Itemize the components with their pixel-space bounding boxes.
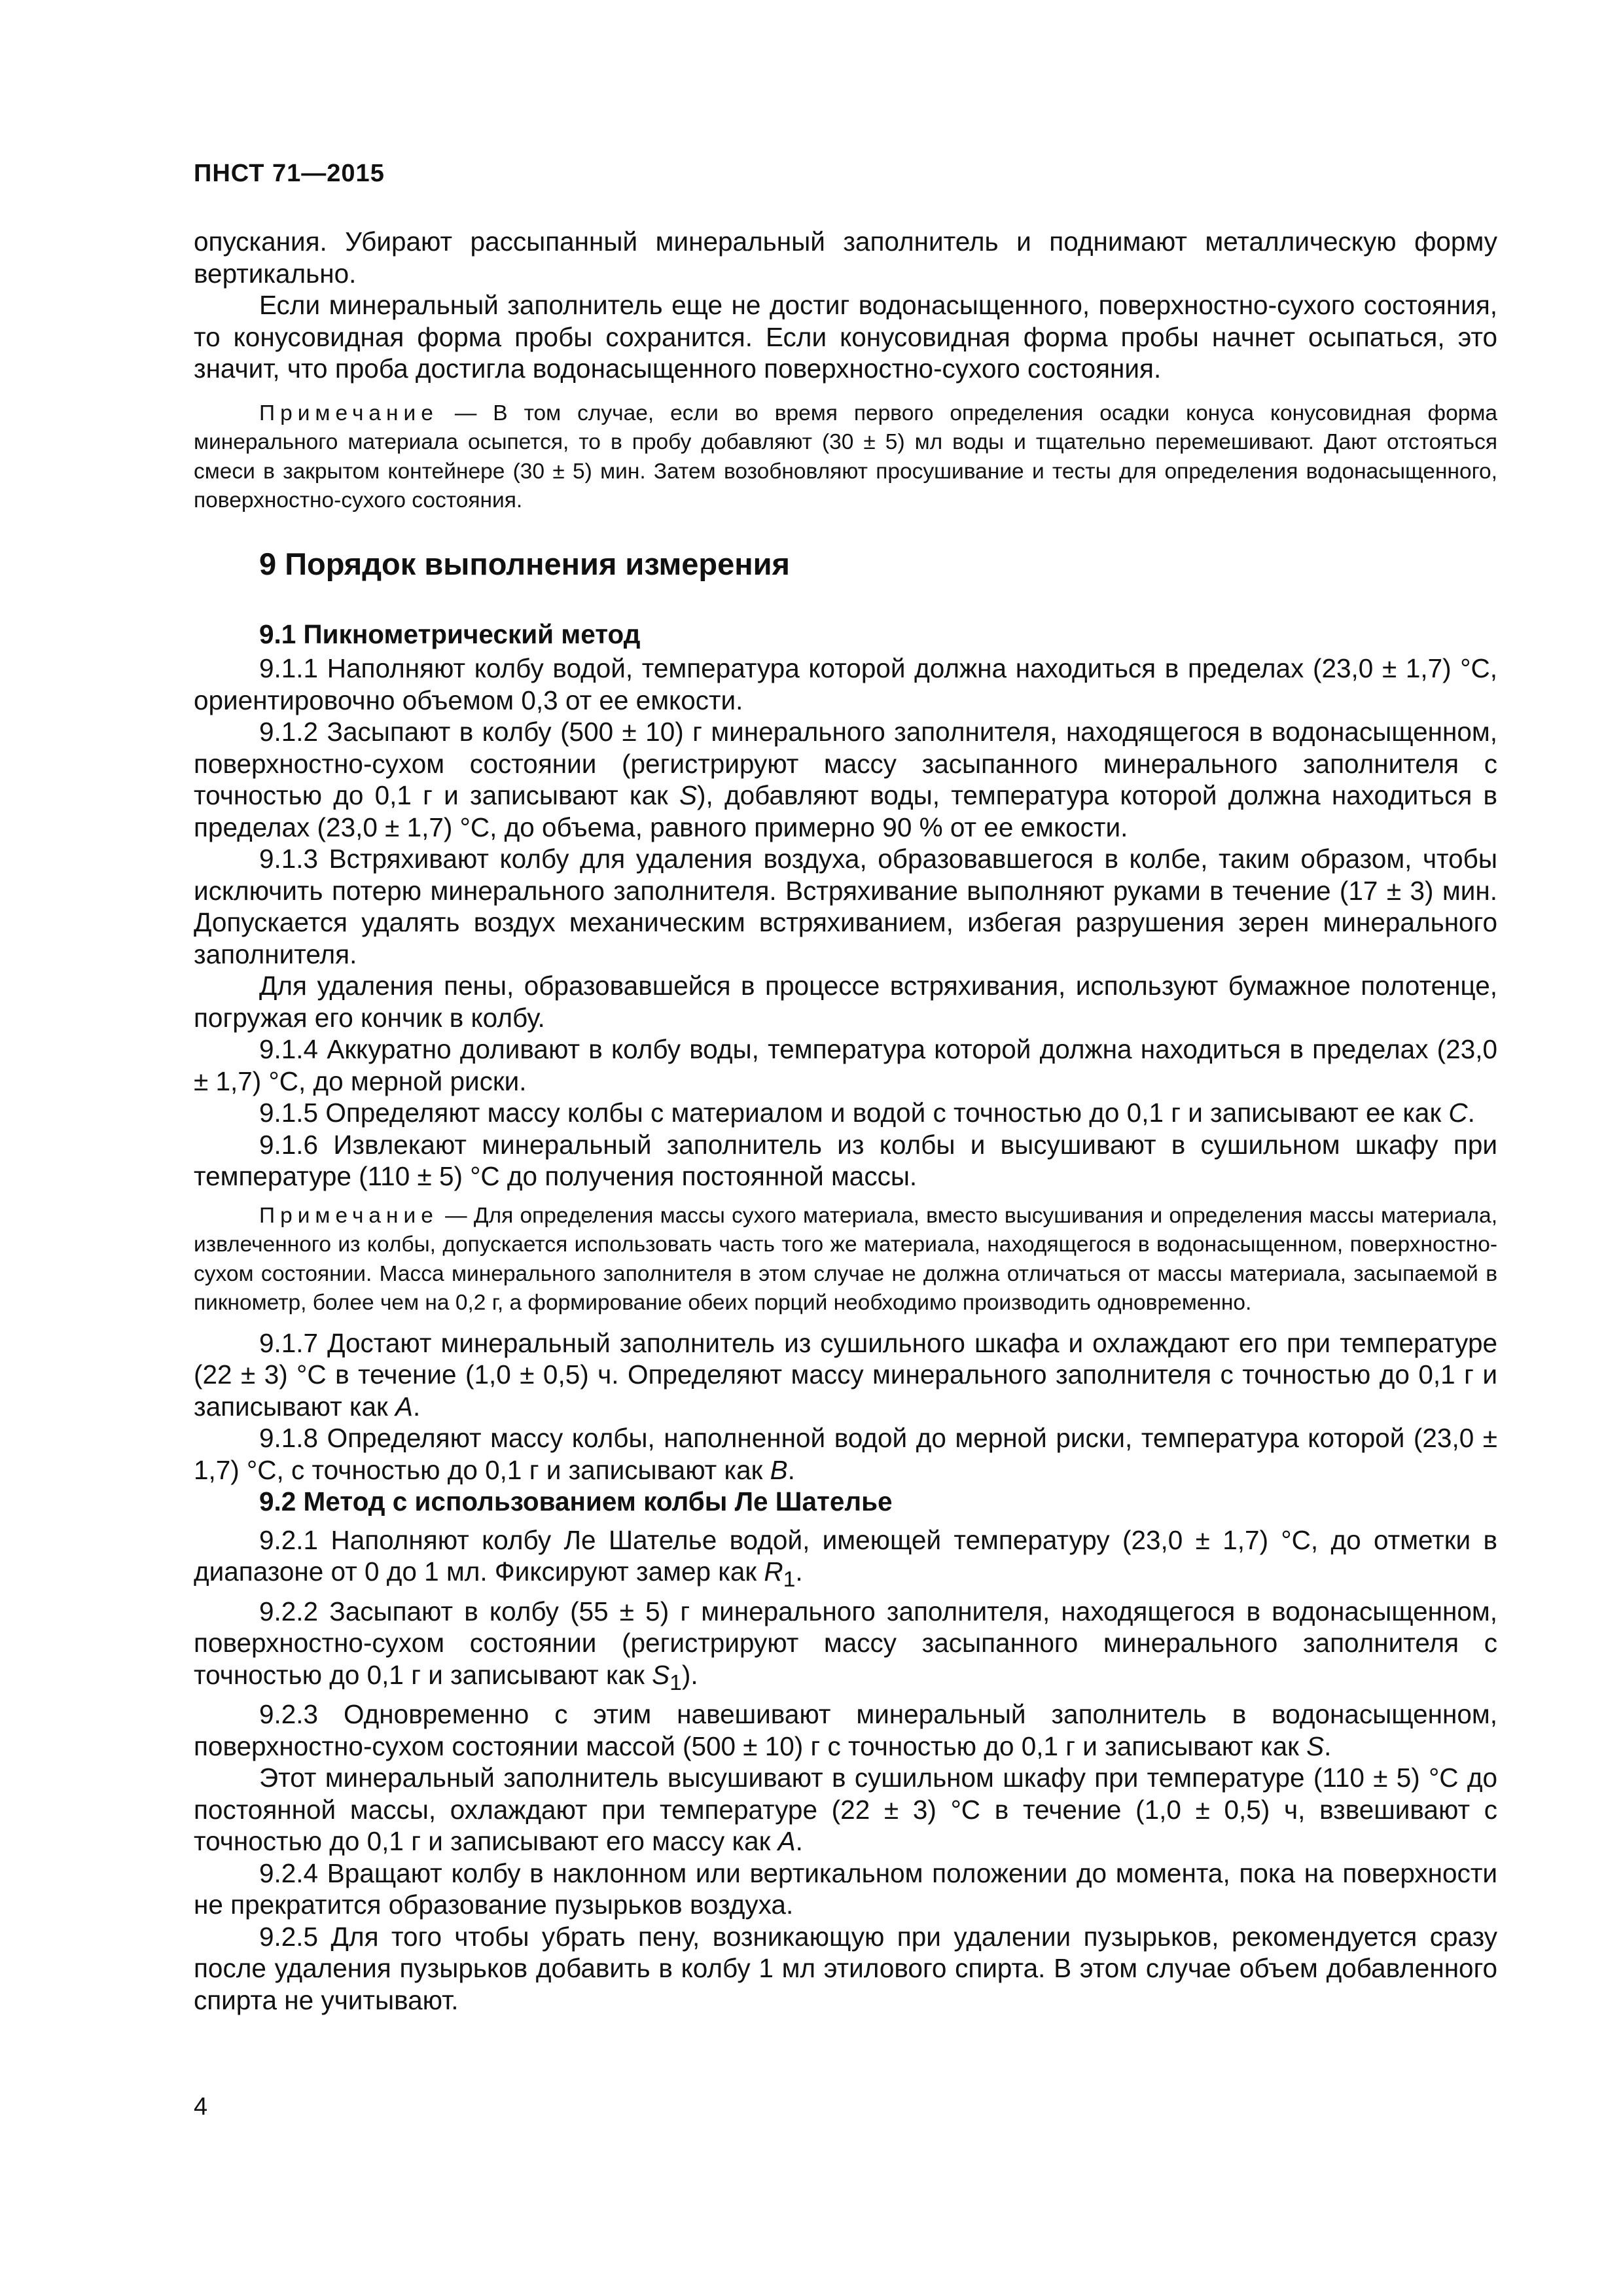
paragraph-9-1-8 <box>194 1422 1497 1486</box>
text-part: 9.2.3 Одновременно с этим навешивают минеральный заполнитель в водонасыщенном, поверхностно-сухом состоянии массой (500 ± 10) г с точностью до 0,1 г и записывают как <box>194 1699 1497 1761</box>
page-number: 4 <box>194 2093 208 2121</box>
variable: S <box>1306 1731 1325 1761</box>
paragraph-9-1-2 <box>194 716 1497 843</box>
variable: А <box>777 1826 796 1857</box>
variable: R <box>764 1556 783 1587</box>
text-part: ), добавляют воды, температура которой должна находиться в пределах (23,0 ± 1,7) °С, до объема, равного примерно 90 % от ее емкости. <box>194 780 1497 842</box>
paragraph-9-1-6: 9.1.6 Извлекают минеральный заполнитель из колбы и высушивают в сушильном шкафу при температуре (110 ± 5) °С до получения постоянной массы. <box>194 1129 1497 1191</box>
text-part: 9.1.2 Засыпают в колбу (500 ± 10) г минерального заполнителя, находящегося в водонасыщенном, поверхностно-сухом состоянии (регистрируют массу засыпанного минерального заполнителя с точностью до 0,1 г и записывают как <box>194 717 1497 810</box>
text-part: 9.2.1 Наполняют колбу Ле Шателье водой, имеющей температуру (23,0 ± 1,7) °С, до отметки в диапазоне от 0 до 1 мл. Фиксируют замер как <box>194 1524 1497 1587</box>
paragraph-drying <box>194 1762 1497 1857</box>
paragraph-9-1-1: 9.1.1 Наполняют колбу водой, температура которой должна находиться в пределах (23,0 ± 1,7) °С, ориентировочно объемом 0,3 от ее емкости. <box>194 653 1497 715</box>
paragraph-9-2-2 <box>194 1596 1497 1699</box>
text-part: . <box>787 1454 795 1485</box>
text-part: . <box>1467 1098 1475 1128</box>
text-part: . <box>1324 1731 1332 1761</box>
note-1-text: — В том случае, если во время первого определения осадки конуса конусовидная форма минерального материала осыпется, то в пробу добавляют (30 ± 5) мл воды и тщательно перемешивают. Дают отстояться смеси в закрытом контейнере (30 ± 5) мин. Затем возобновляют просушивание и тесты для определения водонасыщенного, поверхностно-сухого состояния. <box>194 401 1497 512</box>
subsection-9-2-heading: 9.2 Метод с использованием колбы Ле Шателье <box>259 1486 893 1516</box>
page-content <box>194 226 1497 2016</box>
paragraph-9-2-1 <box>194 1524 1497 1596</box>
section-9-heading: 9 Порядок выполнения измерения <box>259 546 790 581</box>
note-2-text: — Для определения массы сухого материала, вместо высушивания и определения массы материала, извлеченного из колбы, допускается использовать часть того же материала, находящегося в водонасыщенном, поверхностно-сухом состоянии. Масса минерального заполнителя в этом случае не должна отличаться от массы материала, засыпаемой в пикнометр, более чем на 0,2 г, а формирование обеих порций необходимо производить одновременно. <box>194 1203 1497 1315</box>
document-header: ПНСТ 71—2015 <box>194 160 385 187</box>
text-part: 9.1.8 Определяют массу колбы, наполненной водой до мерной риски, температура которой (23,0 ± 1,7) °С, с точностью до 0,1 г и записывают как <box>194 1423 1497 1485</box>
paragraph-cone-shape: Если минеральный заполнитель еще не достиг водонасыщенного, поверхностно-сухого состояния, то конусовидная форма пробы сохранится. Если конусовидная форма пробы начнет осыпаться, это значит, что проба достигла водонасыщенного поверхностно-сухого состояния. <box>194 290 1497 384</box>
text-part: . <box>795 1556 803 1587</box>
note-label: Примечание <box>259 401 438 425</box>
variable: С <box>1448 1098 1468 1128</box>
paragraph-9-1-7 <box>194 1327 1497 1423</box>
variable: S <box>652 1659 670 1690</box>
paragraph-9-1-4: 9.1.4 Аккуратно доливают в колбу воды, температура которой должна находиться в пределах (23,0 ± 1,7) °С, до мерной риски. <box>194 1034 1497 1096</box>
text-part: Этот минеральный заполнитель высушивают в сушильном шкафу при температуре (110 ± 5) °С до постоянной массы, охлаждают при температуре (22 ± 3) °С в течение (1,0 ± 0,5) ч, взвешивают с точностью до 0,1 г и записывают его массу как <box>194 1763 1497 1857</box>
variable: А <box>395 1391 413 1422</box>
paragraph-9-2-4: 9.2.4 Вращают колбу в наклонном или вертикальном положении до момента, пока на поверхности не прекратится образование пузырьков воздуха. <box>194 1857 1497 1920</box>
note-label: Примечание <box>259 1203 438 1228</box>
subscript: 1 <box>669 1670 682 1695</box>
note-2 <box>194 1202 1497 1318</box>
variable: S <box>679 780 697 810</box>
paragraph-foam-removal: Для удаления пены, образовавшейся в процессе встряхивания, используют бумажное полотенце, погружая его кончик в колбу. <box>194 971 1497 1033</box>
text-part: 9.1.7 Достают минеральный заполнитель из сушильного шкафа и охлаждают его при температуре (22 ± 3) °С в течение (1,0 ± 0,5) ч. Определяют массу минерального заполнителя с точностью до 0,1 г и записывают как <box>194 1327 1497 1422</box>
paragraph-9-1-5 <box>194 1097 1497 1129</box>
variable: В <box>770 1454 788 1485</box>
subscript: 1 <box>783 1567 796 1592</box>
subsection-9-1-heading: 9.1 Пикнометрический метод <box>259 619 641 649</box>
paragraph-9-2-3 <box>194 1698 1497 1762</box>
text-part: 9.1.5 Определяют массу колбы с материалом и водой с точностью до 0,1 г и записывают ее как <box>259 1098 1449 1128</box>
paragraph-continuation: опускания. Убирают рассыпанный минеральный заполнитель и поднимают металлическую форму вертикально. <box>194 226 1497 289</box>
paragraph-9-1-3: 9.1.3 Встряхивают колбу для удаления воздуха, образовавшегося в колбе, таким образом, чтобы исключить потерю минерального заполнителя. Встряхивание выполняют руками в течение (17 ± 3) мин. Допускается удалять воздух механическим встряхиванием, избегая разрушения зерен минерального заполнителя. <box>194 844 1497 969</box>
text-part: ). <box>681 1659 698 1690</box>
text-part: . <box>413 1391 421 1422</box>
note-1 <box>194 399 1497 516</box>
paragraph-9-2-5: 9.2.5 Для того чтобы убрать пену, возникающую при удалении пузырьков, рекомендуется сразу после удаления пузырьков добавить в колбу 1 мл этилового спирта. В этом случае объем добавленного спирта не учитывают. <box>194 1921 1497 2015</box>
text-part: 9.2.2 Засыпают в колбу (55 ± 5) г минерального заполнителя, находящегося в водонасыщенном, поверхностно-сухом состоянии (регистрируют массу засыпанного минерального заполнителя с точностью до 0,1 г и записывают как <box>194 1596 1497 1690</box>
text-part: . <box>795 1826 803 1857</box>
